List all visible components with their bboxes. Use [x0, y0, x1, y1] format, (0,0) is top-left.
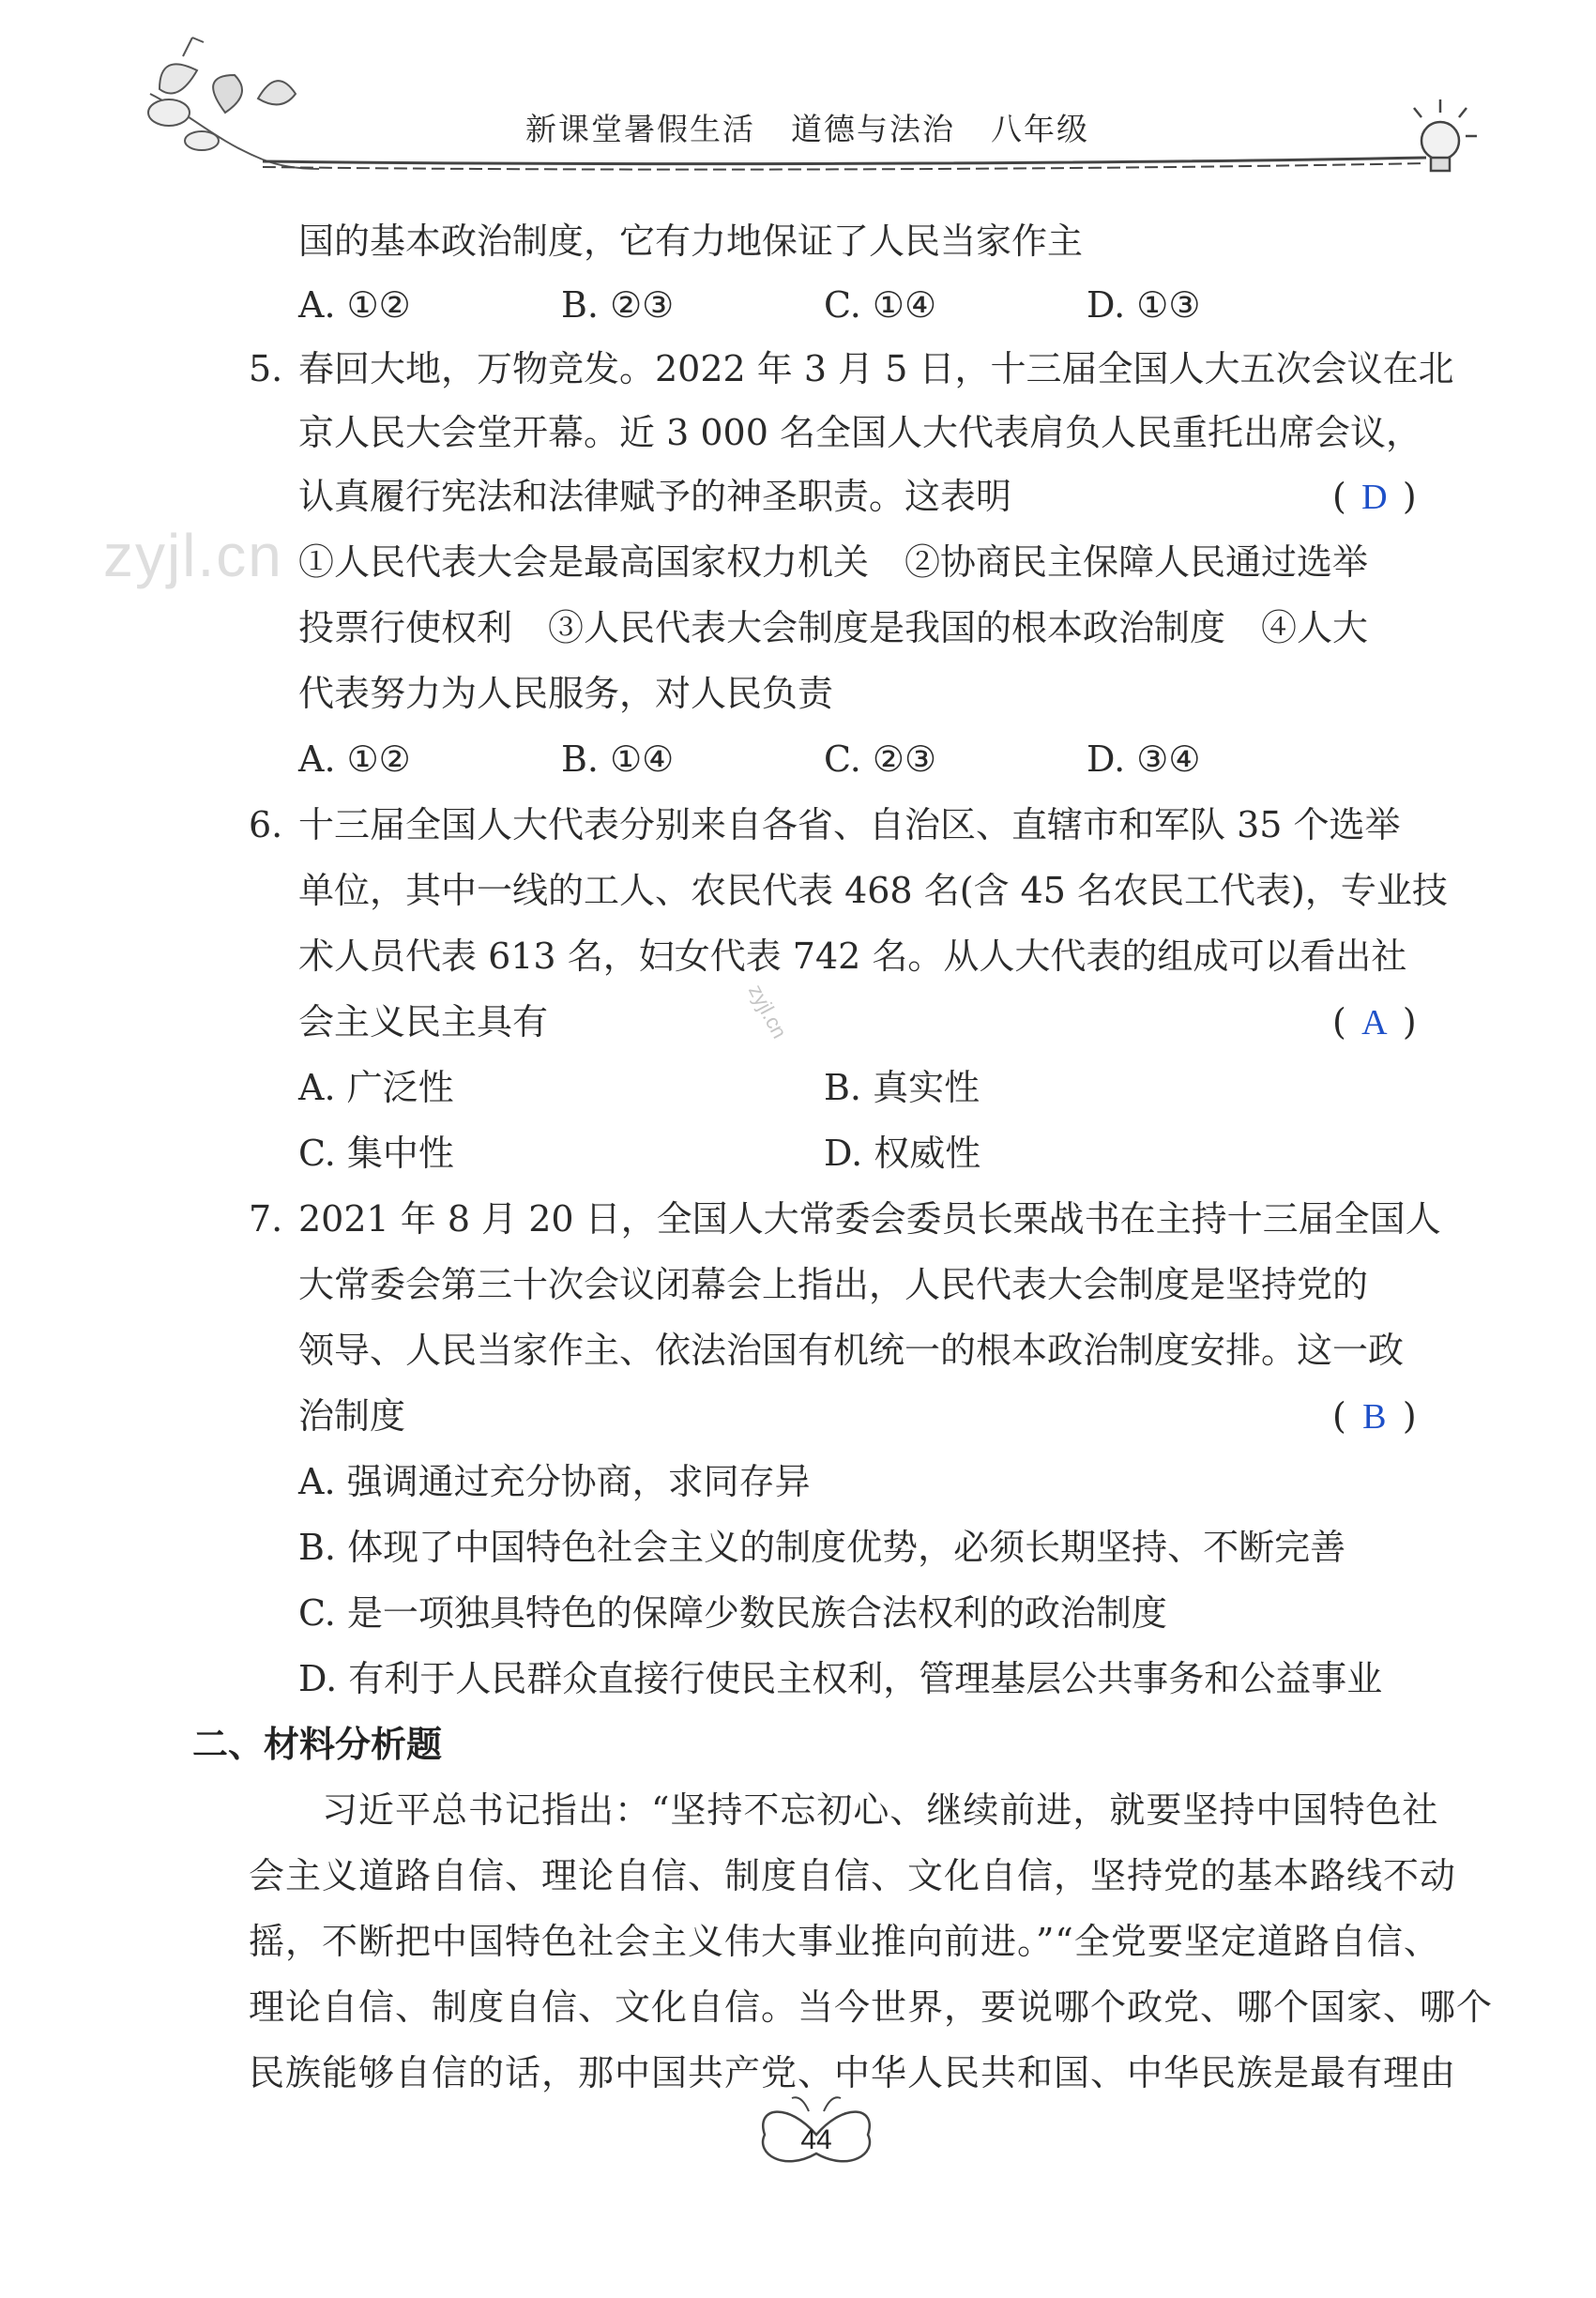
- q5-answer-bracket: ( D ): [1332, 473, 1417, 521]
- q7-number: 7.: [249, 1198, 283, 1240]
- q6-answer-bracket: ( A ): [1332, 998, 1417, 1046]
- q4-option-c: C. ①④: [824, 284, 937, 326]
- material-paragraph-line-1: 习近平总书记指出：“坚持不忘初心、继续前进，就要坚持中国特色社: [249, 1789, 1439, 1831]
- watermark-zyjl: zyjl.cn: [103, 522, 283, 589]
- page-number: 44: [800, 2124, 832, 2155]
- header-rule: [263, 158, 1426, 164]
- lightbulb-icon: [1414, 99, 1477, 171]
- book-series-title: 新课堂暑假生活: [525, 111, 755, 147]
- q6-option-d: D. 权威性: [824, 1133, 981, 1174]
- q7-option-a: A. 强调通过充分协商，求同存异: [298, 1461, 811, 1502]
- q6-stem-line-4: 会主义民主具有: [298, 1001, 549, 1042]
- q4-option-b: B. ②③: [561, 284, 675, 326]
- q4-continuation-line: 国的基本政治制度，它有力地保证了人民当家作主: [298, 221, 1084, 262]
- q5-option-c: C. ②③: [824, 738, 937, 780]
- q4-option-a: A. ①②: [298, 284, 411, 326]
- header-title: [525, 105, 1125, 149]
- material-paragraph-line-3: 摇，不断把中国特色社会主义伟大事业推向前进。”“全党要坚定道路自信、: [249, 1921, 1440, 1962]
- subject-title: 道德与法治: [791, 111, 955, 147]
- q7-answer-bracket: ( B ): [1332, 1392, 1417, 1440]
- flower-branch-illustration: [148, 38, 319, 169]
- q6-option-a: A. 广泛性: [298, 1067, 454, 1108]
- q7-answer: B: [1362, 1397, 1387, 1437]
- q5-answer: D: [1361, 478, 1388, 517]
- q5-stem-line-1: 春回大地，万物竞发。2022 年 3 月 5 日，十三届全国人大五次会议在北: [298, 348, 1454, 389]
- q7-option-c: C. 是一项独具特色的保障少数民族合法权利的政治制度: [298, 1592, 1167, 1634]
- q6-option-c: C. 集中性: [298, 1133, 454, 1174]
- material-paragraph-line-2: 会主义道路自信、理论自信、制度自信、文化自信，坚持党的基本路线不动: [249, 1855, 1457, 1896]
- material-paragraph-line-5: 民族能够自信的话，那中国共产党、中华人民共和国、中华民族是最有理由: [249, 2052, 1457, 2093]
- material-paragraph-line-4: 理论自信、制度自信、文化自信。当今世界，要说哪个政党、哪个国家、哪个: [249, 1986, 1494, 2028]
- q5-statements-line-2: 投票行使权利 ③人民代表大会制度是我国的根本政治制度 ④人大: [298, 607, 1369, 648]
- q7-option-b: B. 体现了中国特色社会主义的制度优势，必须长期坚持、不断完善: [298, 1527, 1346, 1568]
- q7-stem-line-2: 大常委会第三十次会议闭幕会上指出，人民代表大会制度是坚持党的: [298, 1264, 1369, 1305]
- q7-stem-line-4: 治制度: [298, 1395, 406, 1437]
- q4-option-d: D. ①③: [1087, 284, 1201, 326]
- page-number-badge: [751, 2083, 882, 2177]
- q5-option-b: B. ①④: [561, 738, 675, 780]
- q5-number: 5.: [249, 348, 283, 389]
- q6-stem-line-3: 术人员代表 613 名，妇女代表 742 名。从人大代表的组成可以看出社: [298, 936, 1407, 977]
- q5-statements-line-3: 代表努力为人民服务，对人民负责: [298, 673, 834, 714]
- q6-answer: A: [1361, 1003, 1388, 1042]
- q7-stem-line-3: 领导、人民当家作主、依法治国有机统一的根本政治制度安排。这一政: [298, 1330, 1405, 1371]
- q5-statements-line-1: ①人民代表大会是最高国家权力机关 ②协商民主保障人民通过选举: [298, 541, 1369, 583]
- q6-number: 6.: [249, 804, 283, 845]
- watermark-zyjl-small: zyjl.cn: [743, 981, 792, 1042]
- q7-stem-line-1: 2021 年 8 月 20 日，全国人大常委会委员长栗战书在主持十三届全国人: [298, 1198, 1441, 1240]
- grade-label: 八年级: [991, 111, 1089, 147]
- section-title-material-analysis: 二、材料分析题: [192, 1724, 443, 1765]
- q5-option-d: D. ③④: [1087, 738, 1201, 780]
- q7-option-d: D. 有利于人民群众直接行使民主权利，管理基层公共事务和公益事业: [298, 1658, 1383, 1699]
- q5-stem-line-2: 京人民大会堂开幕。近 3 000 名全国人大代表肩负人民重托出席会议，: [298, 412, 1421, 453]
- q6-stem-line-1: 十三届全国人大代表分别来自各省、自治区、直辖市和军队 35 个选举: [298, 804, 1401, 845]
- q5-stem-line-3: 认真履行宪法和法律赋予的神圣职责。这表明: [298, 476, 1012, 517]
- q5-option-a: A. ①②: [298, 738, 411, 780]
- q6-option-b: B. 真实性: [824, 1067, 980, 1108]
- q6-stem-line-2: 单位，其中一线的工人、农民代表 468 名(含 45 名农民工代表)，专业技: [298, 870, 1448, 911]
